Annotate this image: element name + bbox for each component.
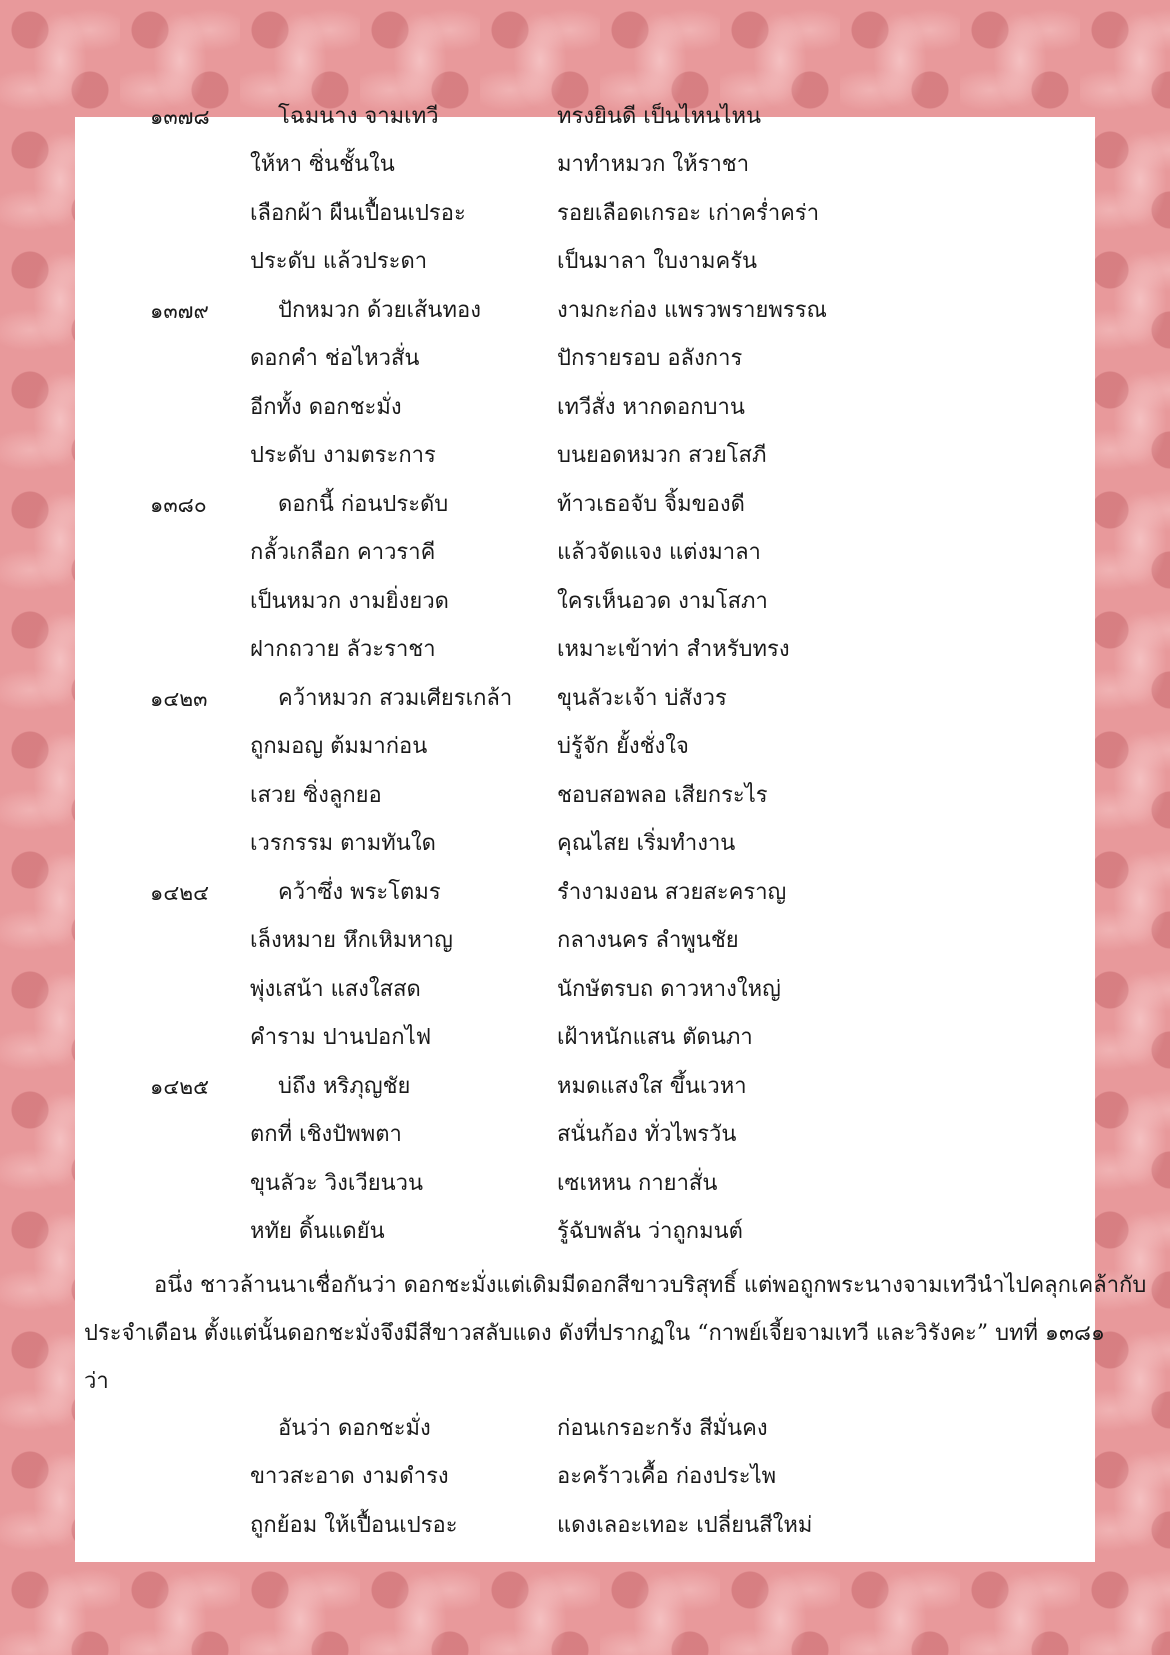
prose-paragraph [84, 1262, 1147, 1406]
verse-second-half: ทรงยินดี เป็นไหนไหน [557, 104, 762, 129]
verse-line [0, 723, 1170, 771]
verse-first-half: อีกทั้ง ดอกชะมั่ง [250, 395, 402, 420]
verse-first-half: ประดับ งามตระการ [250, 443, 436, 468]
verse-first-half: เป็นหมวก งามยิ่งยวด [250, 589, 449, 614]
verse-line [0, 384, 1170, 432]
verse-number: ๑๔๒๔ [150, 881, 209, 905]
verse-first-half: ขุนลัวะ วิงเวียนวน [250, 1171, 424, 1196]
verse-second-half: เซเหหน กายาสั่น [557, 1171, 718, 1196]
verse-second-half: แล้วจัดแจง แต่งมาลา [557, 540, 761, 565]
verse-second-half: ชอบสอพลอ เสียกระไร [557, 783, 768, 808]
verse-line [0, 772, 1170, 820]
verse-first-half: ตกที่ เชิงปัพพตา [250, 1122, 402, 1147]
verse-line [0, 238, 1170, 286]
verse-line [0, 287, 1170, 335]
verse-line [0, 190, 1170, 238]
verse-line [0, 1405, 1170, 1453]
verse-first-half: บ่ถึง หริภุญชัย [278, 1074, 411, 1099]
prose-line: ว่า [84, 1369, 109, 1394]
verse-second-half: รำงามงอน สวยสะคราญ [557, 880, 787, 905]
verse-second-half: รอยเลือดเกรอะ เก่าคร่ำคร่า [557, 201, 820, 226]
verse-first-half: คำราม ปานปอกไฟ [250, 1025, 432, 1050]
verse-line [0, 966, 1170, 1014]
verse-first-half: อันว่า ดอกชะมั่ง [278, 1416, 431, 1441]
verse-second-half: สนั่นก้อง ทั่วไพรวัน [557, 1122, 737, 1147]
verse-second-half: กลางนคร ลำพูนชัย [557, 928, 739, 953]
verse-second-half: เป็นมาลา ใบงามครัน [557, 249, 758, 274]
verse-first-half: เวรกรรม ตามทันใด [250, 831, 436, 856]
verse-line [0, 820, 1170, 868]
verse-second-half: แดงเลอะเทอะ เปลี่ยนสีใหม่ [557, 1513, 813, 1538]
verse-first-half: ปักหมวก ด้วยเส้นทอง [278, 298, 481, 323]
verse-second-half: เหมาะเข้าท่า สำหรับทรง [557, 637, 790, 662]
verse-first-half: ถูกย้อม ให้เปื้อนเปรอะ [250, 1513, 458, 1538]
verse-first-half: โฉมนาง จามเทวี [278, 104, 439, 129]
prose-line: ประจำเดือน ตั้งแต่นั้นดอกชะมั่งจึงมีสีขาวสลับแดง ดังที่ปรากฏใน “กาพย์เจี้ยจามเทวี และวิรังคะ” บทที่ ๑๓๘๑ [84, 1321, 1105, 1346]
verse-second-half: คุณไสย เริ่มทำงาน [557, 831, 736, 856]
verse-first-half: ดอกคำ ช่อไหวสั่น [250, 346, 420, 371]
verse-line [0, 578, 1170, 626]
verse-second-half: หมดแสงใส ขึ้นเวหา [557, 1074, 747, 1099]
verse-line [0, 432, 1170, 480]
verse-line [0, 1502, 1170, 1550]
verse-line [0, 1063, 1170, 1111]
verse-second-half: เทวีสั่ง หากดอกบาน [557, 395, 745, 420]
verse-first-half: คว้าซึ่ง พระโตมร [278, 880, 441, 905]
prose-line: อนึ่ง ชาวล้านนาเชื่อกันว่า ดอกชะมั่งแต่เดิมมีดอกสีขาวบริสุทธิ์ แต่พอถูกพระนางจามเทวีนำไปคลุกเคล้ากับ [154, 1273, 1147, 1298]
verse-second-half: มาทำหมวก ให้ราชา [557, 152, 750, 177]
verse-line [0, 675, 1170, 723]
verse-first-half: เลือกผ้า ผืนเปื้อนเปรอะ [250, 201, 466, 226]
verse-second-half: ก่อนเกรอะกรัง สีมั่นคง [557, 1416, 768, 1441]
verse-number: ๑๓๘๐ [150, 493, 207, 517]
verse-second-half: ใครเห็นอวด งามโสภา [557, 589, 768, 614]
verse-second-half: รู้ฉับพลัน ว่าถูกมนต์ [557, 1219, 743, 1244]
verse-number: ๑๓๗๘ [150, 105, 210, 129]
verse-second-half: บ่รู้จัก ยั้งชั่งใจ [557, 734, 689, 759]
verse-second-half: งามกะก่อง แพรวพรายพรรณ [557, 298, 827, 323]
verse-line [0, 1014, 1170, 1062]
verse-line [0, 626, 1170, 674]
verse-line [0, 529, 1170, 577]
verse-first-half: ถูกมอญ ต้มมาก่อน [250, 734, 428, 759]
verse-first-half: คว้าหมวก สวมเศียรเกล้า [278, 686, 513, 711]
verse-first-half: เสวย ซิ่งลูกยอ [250, 783, 382, 808]
verse-second-half: ปักรายรอบ อลังการ [557, 346, 743, 371]
verse-number: ๑๔๒๓ [150, 687, 208, 711]
verse-line [0, 141, 1170, 189]
verse-first-half: เล็งหมาย หึกเหิมหาญ [250, 928, 453, 953]
verse-line [0, 1160, 1170, 1208]
verse-second-half: ขุนลัวะเจ้า บ่สังวร [557, 686, 727, 711]
verse-second-half: เฝ้าหนักแสน ตัดนภา [557, 1025, 753, 1050]
verse-number: ๑๓๗๙ [150, 299, 209, 323]
verse-line [0, 1111, 1170, 1159]
verse-line [0, 869, 1170, 917]
verse-first-half: พุ่งเสน้า แสงใสสด [250, 977, 421, 1002]
verse-first-half: ฝากถวาย ลัวะราชา [250, 637, 436, 662]
verse-second-half: นักษัตรบถ ดาวหางใหญ่ [557, 977, 781, 1002]
verse-line [0, 1208, 1170, 1256]
verse-second-half: ท้าวเธอจับ จิ้มของดี [557, 492, 745, 517]
verse-number: ๑๔๒๕ [150, 1075, 209, 1099]
verse-line [0, 335, 1170, 383]
verse-first-half: กลั้วเกลือก คาวราคี [250, 540, 436, 565]
verse-line [0, 917, 1170, 965]
verse-first-half: ดอกนี้ ก่อนประดับ [278, 492, 449, 517]
verse-first-half: หทัย ดิ้นแดยัน [250, 1219, 385, 1244]
verse-line [0, 481, 1170, 529]
verse-first-half: ให้หา ซิ่นชั้นใน [250, 152, 395, 177]
verse-line [0, 1453, 1170, 1501]
verse-second-half: อะคร้าวเคื้อ ก่องประไพ [557, 1464, 777, 1489]
verse-second-half: บนยอดหมวก สวยโสภี [557, 443, 767, 468]
verse-first-half: ขาวสะอาด งามดำรง [250, 1464, 449, 1489]
verse-line [0, 93, 1170, 141]
verse-first-half: ประดับ แล้วประดา [250, 249, 428, 274]
